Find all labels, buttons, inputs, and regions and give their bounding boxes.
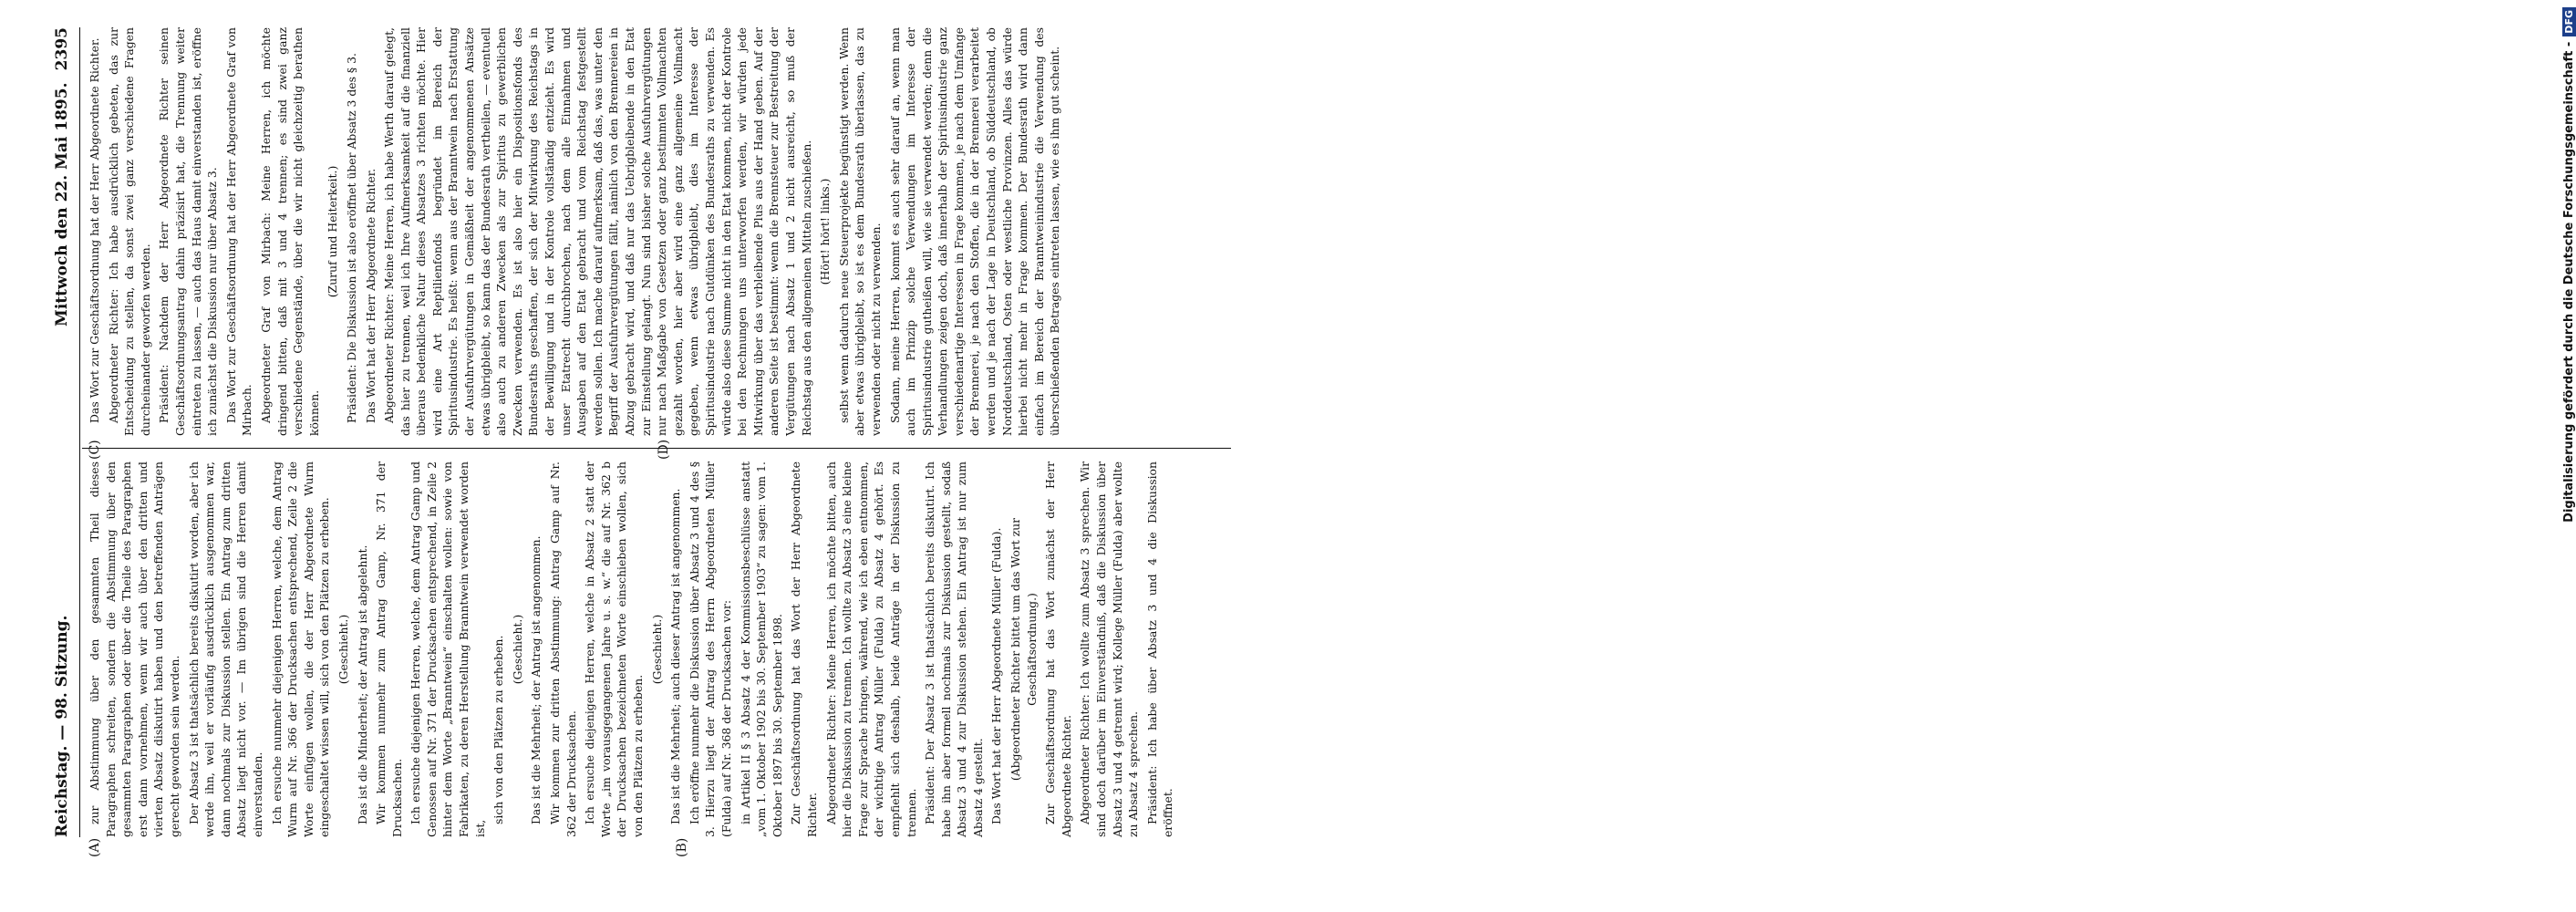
digitization-credit (2562, 7, 2576, 523)
paragraph: Wir kommen zur dritten Abstimmung: Antrag Gamp auf Nr. 362 der Drucksachen. (548, 461, 578, 837)
paragraph: Abgeordneter Graf von Mirbach: Meine Herren, ich möchte dringend bitten, daß mit 3 und 4 trennen; es sind zwei ganz verschiedene Gegenstände, über die wir nicht gleichzeitig berathen können. (258, 27, 321, 436)
paragraph: Ich ersuche diejenigen Herren, welche, dem Antrag Gamp und Genossen auf Nr. 371 der Drucksachen entsprechend, in Zeile 2 hinter dem Worte „Branntwein“ einschalten wollen: sowie von Fabrikaten, zu deren Herstellung Branntwein verwendet worden ist, (409, 461, 487, 837)
margin-letter-c: (C) (88, 440, 102, 460)
scan-footer (1278, 0, 2576, 912)
paragraph: Das ist die Mehrheit; der Antrag ist angenommen. (529, 535, 543, 824)
header-left: Reichstag. — 98. Sitzung. (53, 615, 71, 837)
paragraph: Das Wort hat der Herr Abgeordnete Richter. (363, 168, 378, 423)
paragraph: Das Wort zur Geschäftsordnung hat der Herr Abgeordnete Richter. (88, 37, 101, 423)
paragraph: Abgeordneter Richter: Ich wollte zum Absatz 3 sprechen. Wir sind doch darüber im Einverständniß, daß die Diskussion über Absatz 3 und 4 getrennt wird; Kollege Müller (Fulda) aber wollte zu Absatz 4 sprechen. (1078, 461, 1141, 837)
paragraph: Abgeordneter Richter: Meine Herren, ich möchte bitten, auch hier die Diskussion zu trennen. Ich wollte zu Absatz 3 eine kleine Frage zur Sprache bringen, während, wie ich eben entnommen, der wichtige Antrag Müller (Fulda) zu Absatz 4 gehört. Es empfiehlt sich deshalb, beide Anträge in der Diskussion zu trennen. (823, 461, 918, 837)
page-header (53, 27, 77, 837)
dfg-logo: DFG (2562, 7, 2576, 36)
paragraph: zur Abstimmung über den gesammten Theil dieses Paragraphen schreiten, sondern die Abstimmung über den gesammten Paragraphen oder über die Theile des Paragraphen erst dann vornehmen, wenn wir auch über den dritten und vierten Absatz diskutirt haben und den betreffenden Anträgen gerecht geworden sein werden. (88, 461, 181, 837)
paragraph: Sodann, meine Herren, kommt es auch sehr darauf an, wenn man auch im Prinzip solche Verwendungen im Interesse der Spiritusindustrie gutheißen will, wie sie verwendet werden; denn die Verhandlungen zeigen doch, daß innerhalb der Spiritusindustrie ganz verschiedenartige Interessen in Frage kommen, je nach dem Umfange der Brennerei, je nach den Stoffen, die in der Brennerei verarbeitet werden und je nach der Lage in Deutschland, ob Süddeutschland, ob Norddeutschland, Osten oder westliche Provinzen. Alles das würde hierbei nicht mehr in Frage kommen. Der Bundesrath wird dann einfach im Bereich der Branntweinindustrie die Verwendung des überschießenden Betrages eintreten lassen, wie es ihm gut scheint. (887, 27, 1062, 436)
paragraph: Präsident: Die Diskussion ist also eröffnet über Absatz 3 des § 3. (344, 53, 358, 423)
paragraph: selbst wenn dadurch neue Steuerprojekte begünstigt werden. Wenn aber etwas übrigbleibt, so ist es dem Bundesrath überlassen, das zu verwenden oder nicht zu verwenden. (836, 27, 883, 436)
paragraph: Das Wort hat der Herr Abgeordnete Müller (Fulda). (989, 527, 1004, 824)
paragraph: Zur Geschäftsordnung hat das Wort der Herr Abgeordnete Richter. (789, 461, 819, 837)
paragraph: Das ist die Minderheit; der Antrag ist abgelehnt. (355, 544, 369, 824)
paragraph: (Geschieht.) (649, 614, 664, 685)
paragraph: (Zuruf und Heiterkeit.) (326, 165, 340, 298)
header-center: Mittwoch den 22. Mai 1895. (53, 82, 71, 326)
header-rule (79, 27, 80, 837)
paragraph: Ich ersuche nunmehr diejenigen Herren, welche, dem Antrag Wurm auf Nr. 366 der Drucksachen entsprechend, Zeile 2 die Worte einfügen wollen, die der Herr Abgeordnete Wurm eingeschaltet wissen will, sich von den Plätzen zu erheben. (269, 461, 332, 837)
margin-letter-b: (B) (675, 837, 689, 857)
margin-letter-a: (A) (88, 837, 102, 857)
paragraph: Präsident: Nachdem der Herr Abgeordnete Richter seinen Geschäftsordnungsantrag dahin präzisirt hat, die Trennung weiter eintreten zu lassen, — auch das Haus damit einverstanden ist, eröffne ich zunächst die Diskussion nur über Absatz 3. (157, 27, 220, 436)
credit-text: Digitalisierung gefördert durch die Deutsche Forschungsgemeinschaft - (2562, 41, 2576, 523)
paragraph: Ich eröffne nunmehr die Diskussion über Absatz 3 und 4 des § 3. Hierzu liegt der Antrag des Herrn Abgeordneten Müller (Fulda) auf Nr. 368 der Drucksachen vor: (687, 461, 733, 837)
left-column (87, 461, 1226, 837)
paragraph: Zur Geschäftsordnung hat das Wort zunächst der Herr Abgeordnete Richter. (1043, 461, 1073, 837)
paragraph: Präsident: Der Absatz 3 ist thatsächlich bereits diskutirt. Ich habe ihn aber formell nochmals zur Diskussion gestellt, sodaß Absatz 3 und 4 zur Diskussion stehen. Ein Antrag ist nur zum Absatz 4 gestellt. (923, 461, 985, 837)
paragraph: Abgeordneter Richter: Meine Herren, ich habe Werth darauf gelegt, das hier zu trennen, weil ich Ihre Aufmerksamkeit auf die finanziell überaus bedenkliche Natur dieses Absatzes 3 richten möchte. Hier wird eine Art Reptilienfonds begründet im Bereich der Spiritusindustrie. Es heißt: wenn aus der Branntwein nach Erstattung der Ausfuhrvergütungen in Gemäßheit der angenommenen Ansätze etwas übrigbleibt, so kann das der Bundesrath vertheilen, — eventuell also auch zu anderen Zwecken als zur Spiritus zu gewerblichen Zwecken verwenden. Es ist also hier ein Dispositionsfonds des Bundesraths geschaffen, der sich der Mitwirkung des Reichstags in der Bewilligung und in der Kontrole vollständig entzieht. Es wird unser Etatrecht durchbrochen, nach dem alle Einnahmen und Ausgaben auf den Etat gebracht und vom Reichstag festgestellt werden sollen. Ich mache darauf aufmerksam, daß das, was unter den Begriff der Ausfuhrvergütungen fällt, nämlich von den Brennereien in Abzug gebracht wird, und daß nur das Uebrigbleibende in den Etat zur Einstellung gelangt. Nun sind bisher solche Ausfuhrvergütungen nur nach Maßgabe von Gesetzen oder ganz bestimmten Vollmachten gezahlt worden, hier aber wird eine ganz allgemeine Vollmacht gegeben, wenn etwas übrigbleibt, dies im Interesse der Spiritusindustrie nach Gutdünken des Bundesraths zu verwenden. Es würde also diese Summe nicht in den Etat kommen, nicht der Kontrole bei den Rechnungen uns unterworfen werden, wir würden jede Mitwirkung über das verbleibende Plus aus der Hand geben. Auf der anderen Seite ist bestimmt: wenn die Brennsteuer zur Bestreitung der Vergütungen nach Absatz 1 und 2 nicht ausreicht, so muß der Reichstag aus den allgemeinen Mitteln zuschießen. (382, 27, 813, 436)
paragraph: Ich ersuche diejenigen Herren, welche in Absatz 2 statt der Worte „im vorausgegangenen Jahre u. s. w.“ die auf Nr. 362 b der Drucksachen bezeichneten Worte einschieben wollen, sich von den Plätzen zu erheben. (583, 461, 645, 837)
paragraph: (Abgeordneter Richter bittet um das Wort zur Geschäftsordnung.) (1009, 517, 1039, 782)
paragraph: (Geschieht.) (510, 614, 524, 685)
page-number: 2395 (53, 27, 71, 71)
paragraph: Das ist die Mehrheit; auch dieser Antrag ist angenommen. (668, 488, 683, 824)
paragraph: Wir kommen nunmehr zum Antrag Gamp, Nr. 371 der Drucksachen. (374, 461, 404, 837)
paragraph: (Geschieht.) (336, 614, 350, 685)
paragraph: Abgeordneter Richter: Ich habe ausdrücklich gebeten, das zur Entscheidung zu stellen, da sonst zwei ganz verschiedene Fragen durcheinander geworfen werden. (106, 27, 152, 436)
paragraph: Der Absatz 3 ist thatsächlich bereits diskutirt worden, aber ich werde ihn, weil er vorläufig ausdrücklich ausgenommen war, dann nochmals zur Diskussion stellen. Ein Antrag zum dritten Absatz liegt nicht vor. — Im übrigen sind die Herren damit einverstanden. (186, 461, 264, 837)
paragraph: (Hört! hört! links.) (818, 178, 833, 285)
paragraph: Präsident: Ich habe über Absatz 3 und 4 die Diskussion eröffnet. (1144, 461, 1175, 837)
paragraph: in Artikel II § 3 Absatz 4 der Kommissionsbeschlüsse anstatt „vom 1. Oktober 1902 bis 30. September 1903“ zu sagen: vom 1. Oktober 1897 bis 30. September 1898. (738, 461, 784, 837)
margin-letter-d: (D) (657, 439, 671, 460)
paragraph: Das Wort zur Geschäftsordnung hat der Herr Abgeordnete Graf von Mirbach. (223, 27, 254, 436)
right-column (87, 27, 1226, 436)
paragraph: sich von den Plätzen zu erheben. (491, 635, 506, 824)
